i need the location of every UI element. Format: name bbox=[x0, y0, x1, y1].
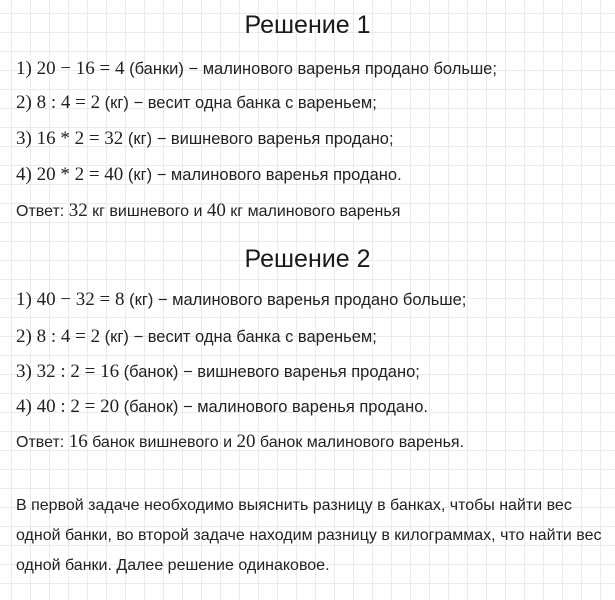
answer-label: Ответ: bbox=[16, 203, 69, 220]
step-line bbox=[16, 164, 402, 186]
solution-2-title: Решение 2 bbox=[244, 245, 371, 273]
step-description: (кг) − весит одна банка с вареньем; bbox=[100, 94, 377, 112]
step-line bbox=[16, 396, 428, 418]
answer-label: Ответ: bbox=[16, 434, 69, 451]
step-line bbox=[16, 128, 394, 150]
step-line bbox=[16, 326, 377, 348]
step-description: (кг) − вишневого варенья продано; bbox=[123, 130, 394, 148]
answer-number: 16 bbox=[68, 431, 88, 452]
step-expression: 1) 40 − 32 = 8 bbox=[16, 289, 125, 310]
step-description: (банок) − вишневого варенья продано; bbox=[119, 363, 420, 381]
step-description: (кг) − малинового варенья продано. bbox=[123, 166, 402, 184]
step-expression: 1) 20 − 16 = 4 bbox=[16, 58, 125, 79]
step-description: (банки) − малинового варенья продано больше; bbox=[124, 60, 497, 78]
explanation-paragraph: В первой задаче необходимо выяснить разницу в банках, чтобы найти вес одной банки, во второй задаче находим разницу в килограммах, что найти вес одной банки. Далее решение одинаковое. bbox=[16, 497, 602, 574]
step-description: (кг) − малинового варенья продано больше; bbox=[124, 291, 467, 309]
answer-number: 20 bbox=[236, 431, 256, 452]
step-expression: 4) 20 * 2 = 40 bbox=[16, 164, 124, 185]
step-expression: 2) 8 : 4 = 2 bbox=[16, 326, 101, 347]
step-expression: 3) 32 : 2 = 16 bbox=[16, 361, 120, 382]
step-expression: 2) 8 : 4 = 2 bbox=[16, 92, 101, 113]
step-line bbox=[16, 361, 420, 383]
answer-line bbox=[16, 200, 400, 223]
step-line bbox=[16, 58, 497, 80]
answer-text: кг вишневого и bbox=[87, 203, 207, 220]
answer-text: банок вишневого и bbox=[87, 434, 237, 451]
answer-text: банок малинового варенья. bbox=[255, 434, 465, 451]
step-line bbox=[16, 289, 466, 311]
answer-number: 32 bbox=[68, 200, 88, 221]
step-expression: 3) 16 * 2 = 32 bbox=[16, 128, 124, 149]
answer-number: 40 bbox=[206, 200, 226, 221]
step-description: (кг) − весит одна банка с вареньем; bbox=[100, 328, 377, 346]
step-description: (банок) − малинового варенья продано. bbox=[119, 398, 428, 416]
step-line bbox=[16, 92, 377, 114]
answer-text: кг малинового варенья bbox=[225, 203, 401, 220]
step-expression: 4) 40 : 2 = 20 bbox=[16, 396, 120, 417]
answer-line bbox=[16, 431, 464, 454]
solution-1-title: Решение 1 bbox=[244, 11, 371, 39]
